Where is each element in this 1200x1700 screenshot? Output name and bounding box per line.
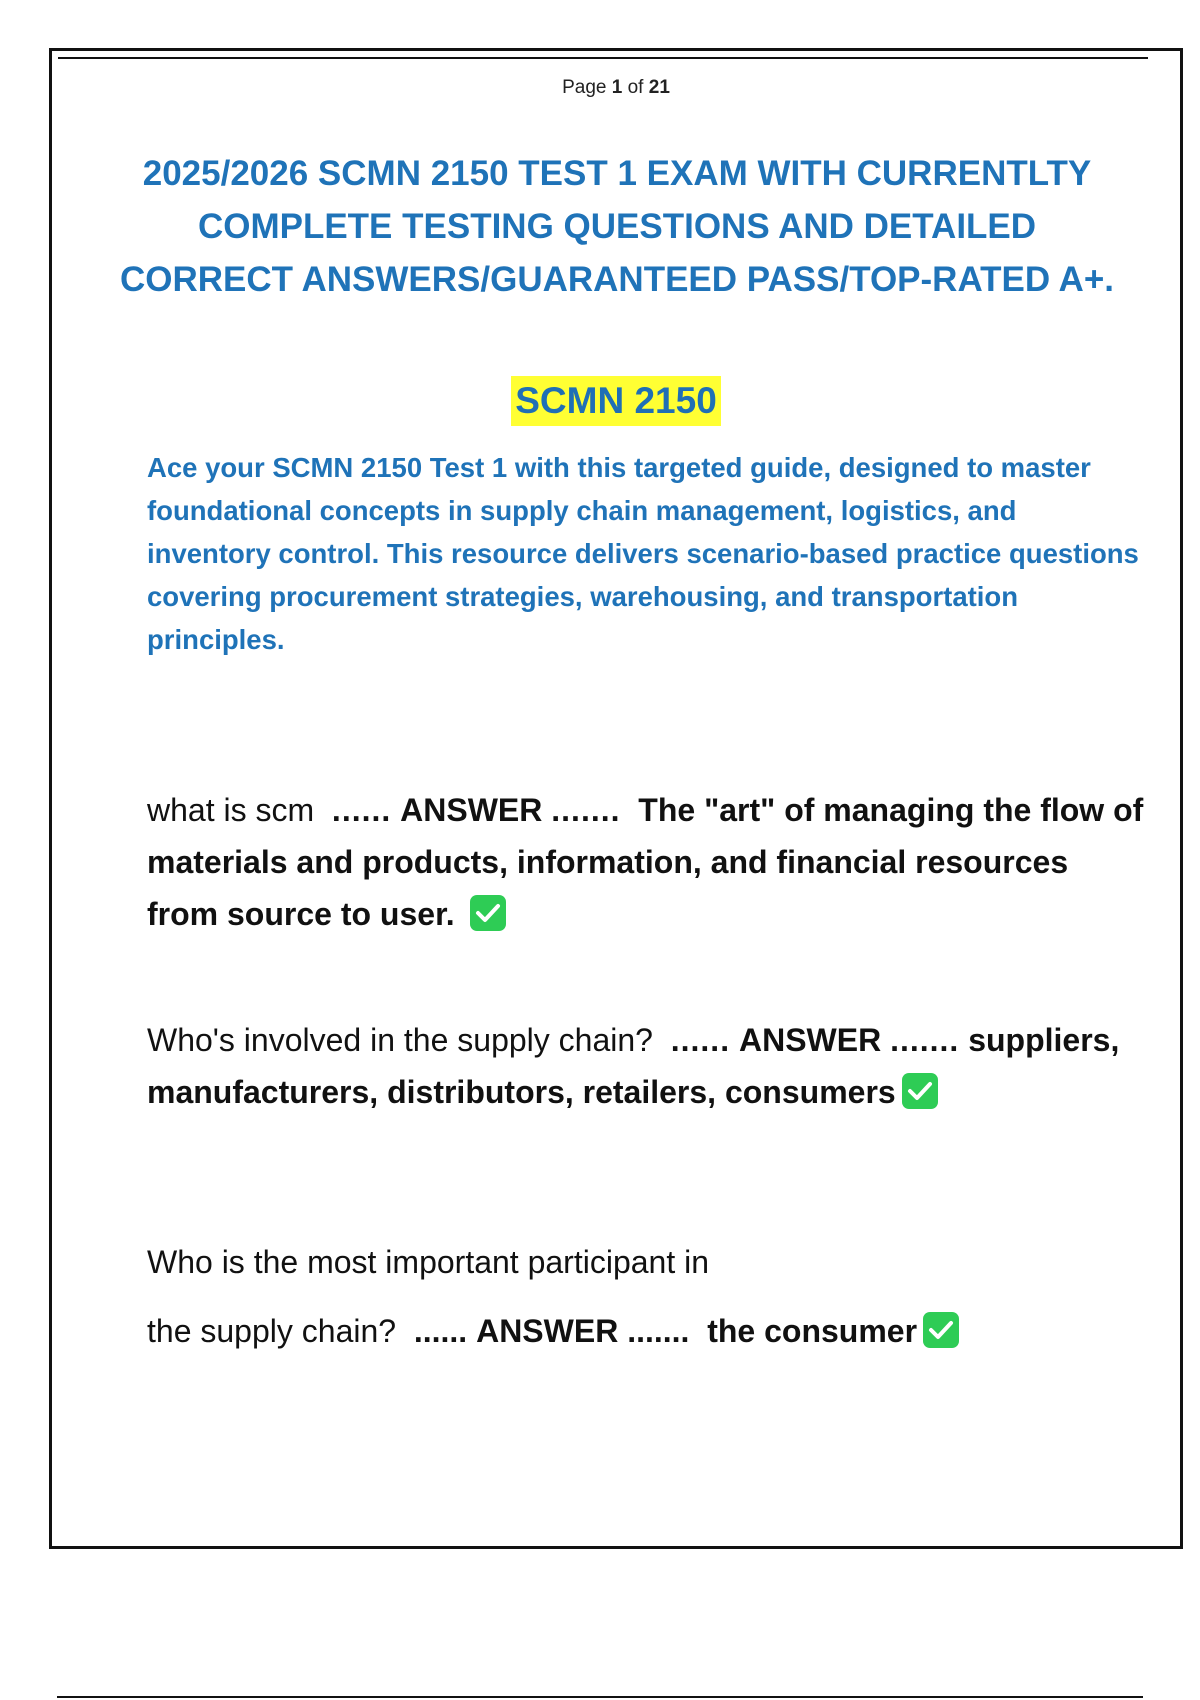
- answer-dots-before: ......: [331, 792, 392, 828]
- question-text: Who's involved in the supply chain?: [147, 1022, 653, 1058]
- answer-dots-before: ......: [413, 1313, 468, 1349]
- answer-text: the consumer: [707, 1313, 918, 1349]
- answer-label: ANSWER: [400, 792, 543, 828]
- intro-paragraph: Ace your SCMN 2150 Test 1 with this targeted guide, designed to master foundational concepts in supply chain management, logistics, and inventory control. This resource delivers scenario-based practice questions covering procurement strategies, warehousing, and transportation principles.: [147, 452, 1139, 655]
- header-rule: [58, 57, 1148, 59]
- qa-item-3-question-line-1: Who is the most important participant in: [147, 1244, 710, 1280]
- answer-dots-after: .......: [627, 1313, 690, 1349]
- document-title: 2025/2026 SCMN 2150 TEST 1 EXAM WITH CURRENTLTY COMPLETE TESTING QUESTIONS AND DETAILED CORRECT ANSWERS/GUARANTEED PASS/TOP-RATED A+.: [120, 154, 1114, 299]
- page-total-number: 21: [648, 77, 670, 98]
- answer-dots-after: .......: [551, 792, 621, 828]
- check-mark-icon: [923, 1312, 959, 1348]
- answer-label: ANSWER: [476, 1313, 619, 1349]
- check-mark-icon: [902, 1073, 938, 1109]
- page-counter-prefix: Page: [562, 77, 607, 98]
- answer-dots-after: .......: [890, 1022, 960, 1058]
- document-page: [49, 48, 1183, 1549]
- page-counter: [52, 77, 1180, 99]
- footer-rule: [57, 1696, 1143, 1698]
- check-mark-icon: [470, 895, 506, 931]
- page-of-label: of: [627, 77, 644, 98]
- answer-dots-before: ......: [670, 1022, 731, 1058]
- question-text: the supply chain?: [147, 1313, 397, 1349]
- answer-text: The "art" of managing the flow of materials and products, information, and financial resources from source to user.: [147, 792, 1144, 932]
- qa-item-1: [147, 784, 1147, 940]
- answer-text: suppliers, manufacturers, distributors, retailers, consumers: [147, 1022, 1120, 1110]
- qa-item-3: [147, 1313, 1147, 1352]
- qa-item-2: [147, 1014, 1147, 1118]
- question-text: what is scm: [147, 792, 315, 828]
- course-badge-row: [52, 376, 1180, 426]
- page-current-number: 1: [611, 77, 623, 98]
- course-code-highlight: SCMN 2150: [511, 376, 721, 426]
- answer-label: ANSWER: [738, 1022, 882, 1058]
